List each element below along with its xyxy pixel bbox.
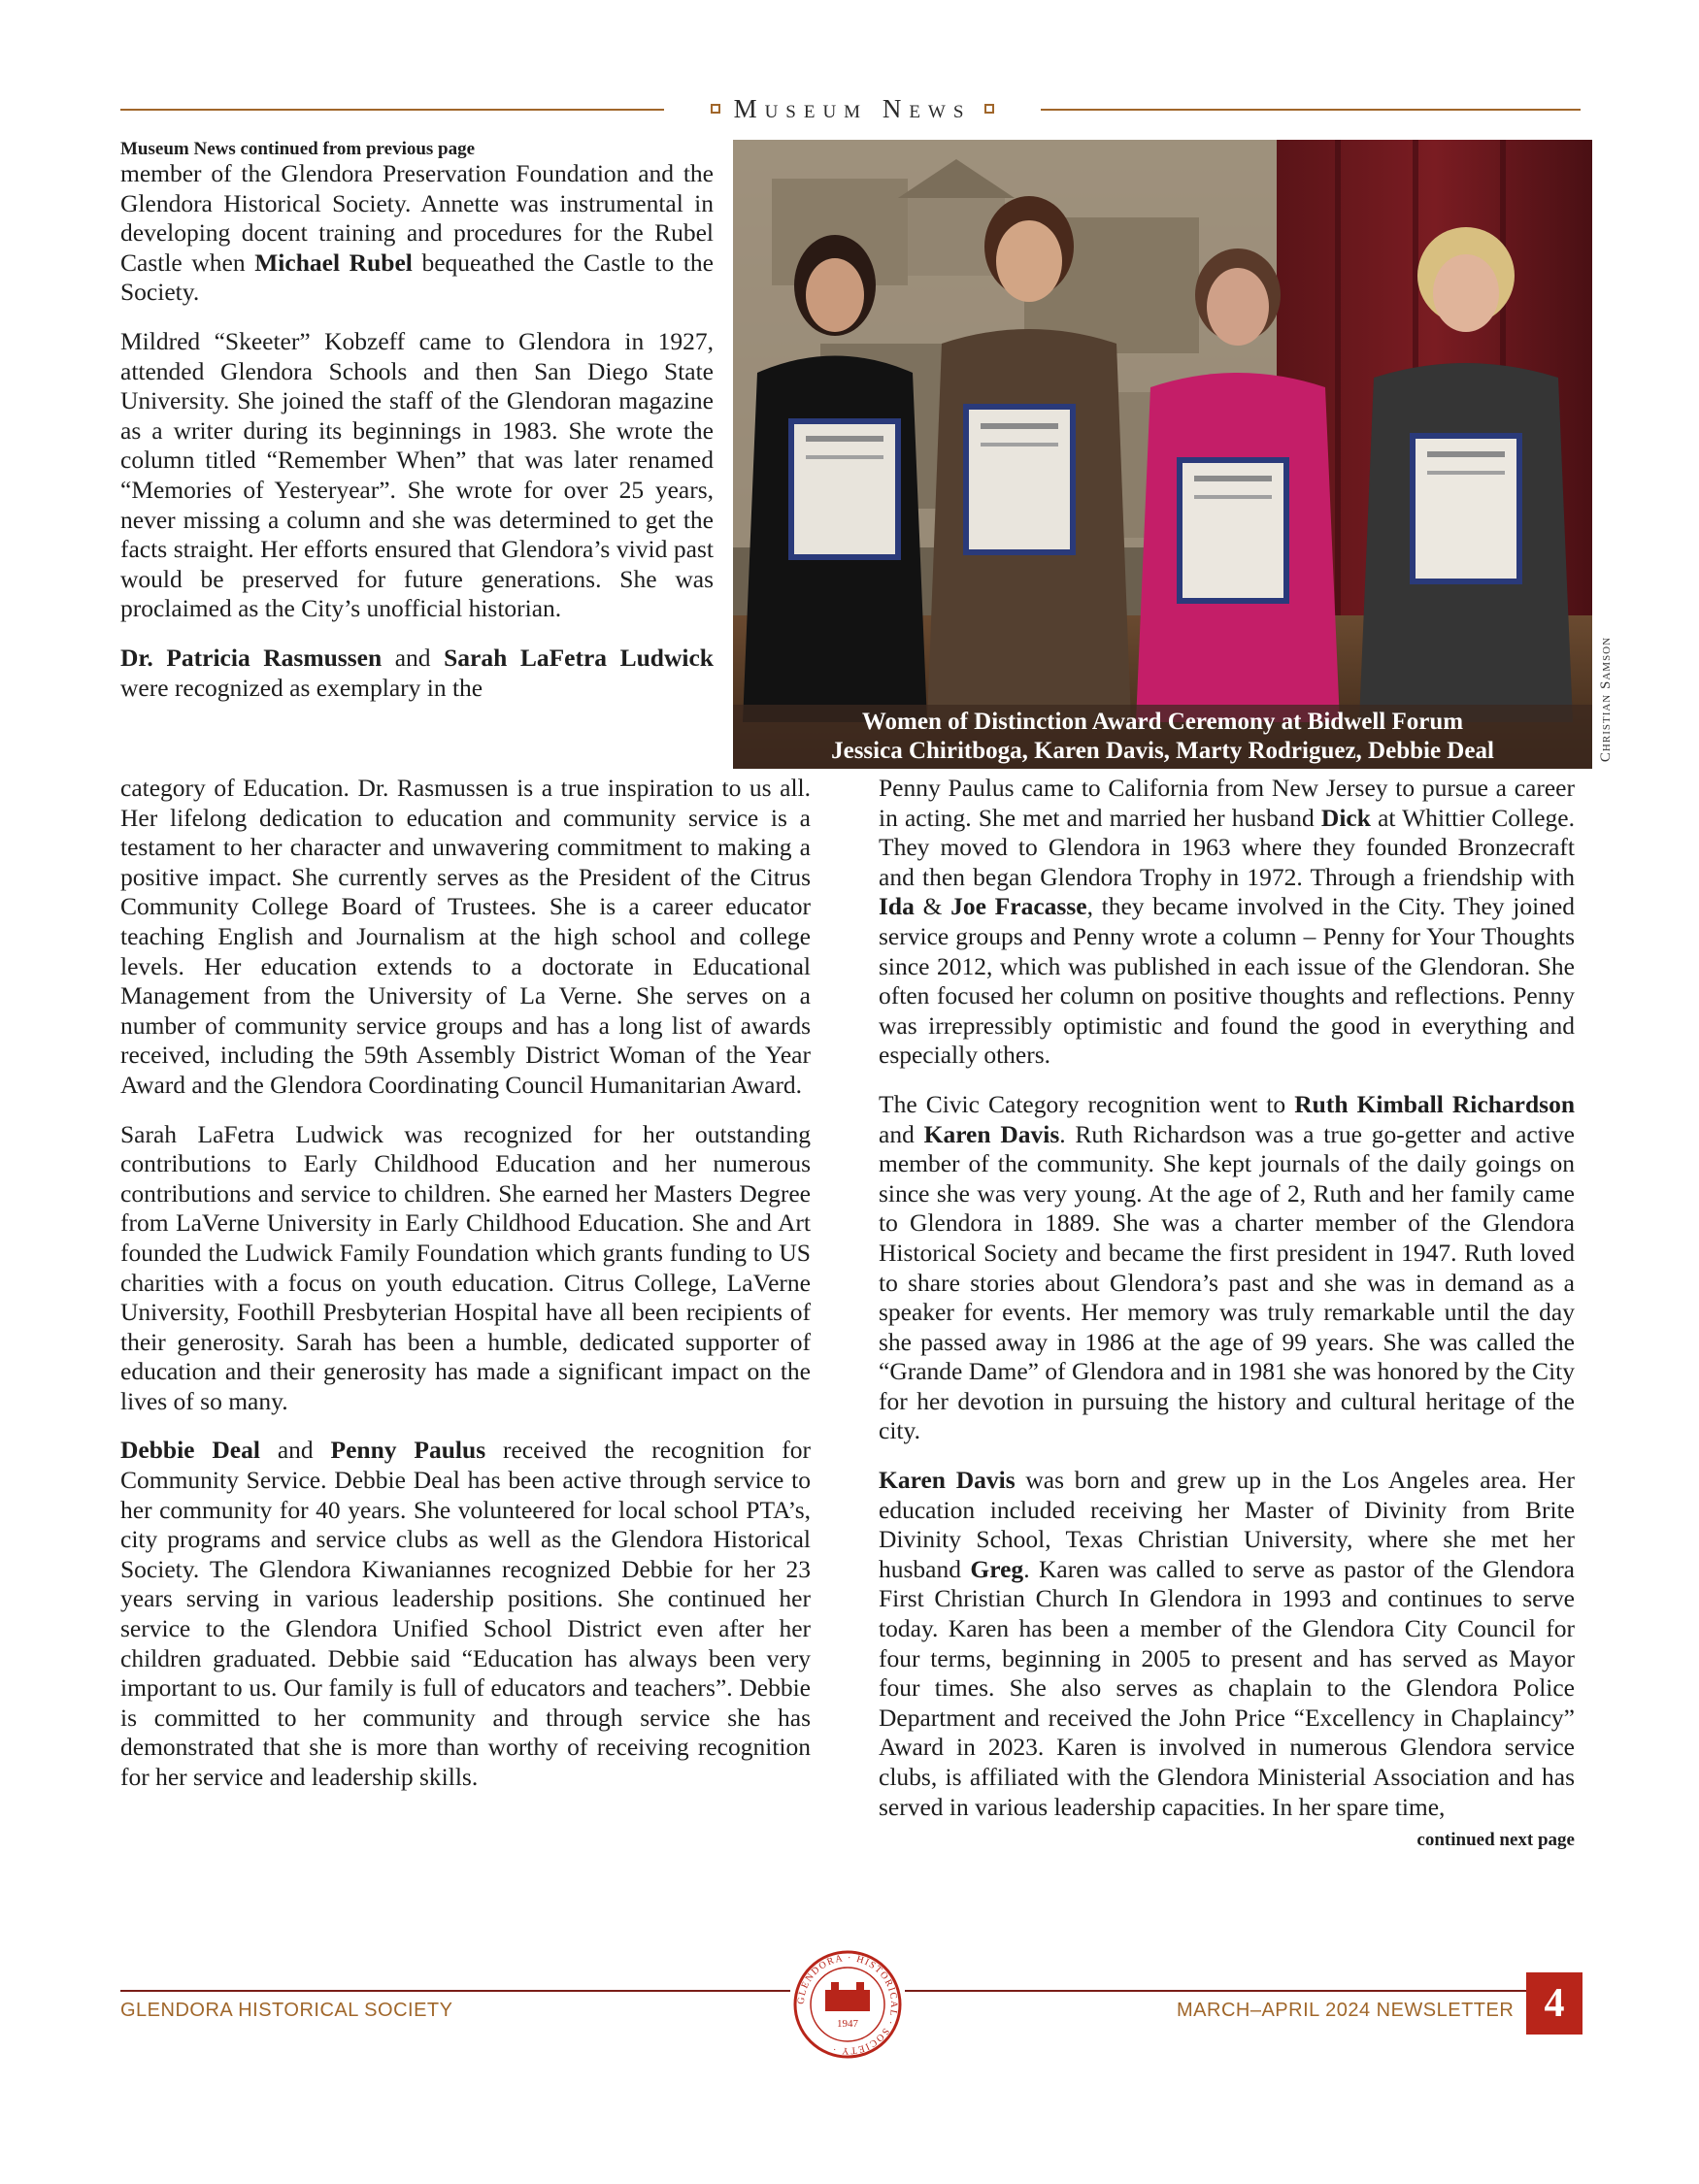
paragraph: Dr. Patricia Rasmussen and Sarah LaFetra Ludwick were recognized as exemplary in the (120, 643, 714, 702)
ornament-square-icon (711, 104, 720, 114)
caption-line-2: Jessica Chiritboga, Karen Davis, Marty Rodriguez, Debbie Deal (831, 738, 1494, 764)
paragraph: Sarah LaFetra Ludwick was recognized for her outstanding contributions to Early Childhood Education and her numerous contributions and service to children. She earned her Masters Degree from LaVerne University in Early Childhood Education. She and Art founded the Ludwick Family Foundation which grants funding to US charities with a focus on youth education. Citrus College, LaVerne University, Foothill Presbyterian Hospital have all been recipients of their generosity. Sarah has been a humble, dedicated supporter of education and their generosity has made a significant impact on the lives of so many. (120, 1119, 811, 1415)
right-column (879, 774, 1575, 1856)
section-title: Museum News (733, 93, 972, 123)
photo-caption (733, 705, 1592, 769)
paragraph: The Civic Category recognition went to Ruth Kimball Richardson and Karen Davis. Ruth Richardson was a true go-getter and active member of the community. She kept journals of the daily goings on since she was very young. At the age of 2, Ruth and her family came to Glendora in 1889. She was a charter member of the Glendora Historical Society and became the first president in 1947. Ruth loved to share stories about Glendora’s past and she was in demand as a speaker for events. Her memory was truly remarkable until the day she passed away in 1986 at the age of 99 years. She was called the “Grande Dame” of Glendora and in 1981 she was honored by the City for her devotion in pursuing the history and cultural heritage of the city. (879, 1089, 1576, 1445)
paragraph: Debbie Deal and Penny Paulus received the recognition for Community Service. Debbie Deal has been active through service to her community for 40 years. She volunteered for local school PTA’s, city programs and service clubs as well as the Glendora Historical Society. The Glendora Kiwaniannes recognized Debbie for her 23 years serving in various leadership positions. She continued her service to the Glendora Unified School District even after her children graduated. Debbie said “Education has always been very important to us. Our family is full of educators and teachers”. Debbie is committed to her community and through service she has demonstrated that she is more than worthy of receiving recognition for her service and leadership skills. (120, 1436, 811, 1791)
person-name: Debbie Deal (120, 1436, 260, 1465)
person-name: Karen Davis (923, 1119, 1060, 1148)
person-name: Ruth Kimball Richardson (1294, 1089, 1576, 1118)
continued-from-label: Museum News continued from previous page (120, 139, 476, 159)
paragraph: category of Education. Dr. Rasmussen is a true inspiration to us all. Her lifelong dedication to education and community service is a testament to her character and unwavering commitment to making a positive impact. She currently serves as the President of the Citrus Community College Board of Trustees. She is a career educator teaching English and Journalism at the high school and college levels. Her education extends to a doctorate in Educational Management from the University of La Verne. She serves on a number of community service groups and has a long list of awards received, including the 59th Assembly District Woman of the Year Award and the Glendora Coordinating Council Humanitarian Award. (120, 774, 811, 1099)
page-number-badge: 4 (1526, 1972, 1582, 2035)
left-column-bottom (120, 774, 811, 1812)
person-name: Dick (1320, 803, 1371, 832)
person-name: Michael Rubel (254, 248, 413, 277)
caption-line-1: Women of Distinction Award Ceremony at Bidwell Forum (861, 709, 1464, 735)
header-rule-right (1041, 109, 1581, 111)
continued-next-label: continued next page (1416, 1830, 1575, 1851)
paragraph: Mildred “Skeeter” Kobzeff came to Glendora in 1927, attended Glendora Schools and then San Diego State University. She joined the staff of the Glendoran magazine as a writer during its beginnings in 1983. She wrote the column titled “Remember When” that was later renamed “Memories of Yesteryear”. She wrote for over 25 years, never missing a column and she was determined to get the facts straight. Her efforts ensured that Glendora’s vivid past would be preserved for future generations. She was proclaimed as the City’s unofficial historian. (120, 326, 714, 623)
historical-society-seal-icon (792, 1949, 903, 2060)
section-header (668, 89, 1037, 128)
footer-org: GLENDORA HISTORICAL SOCIETY (120, 2000, 453, 2021)
footer-rule-right (905, 1990, 1526, 1992)
paragraph: member of the Glendora Preservation Foundation and the Glendora Historical Society. Annette was instrumental in developing docent training and procedures for the Rubel Castle when Michael Rubel bequeathed the Castle to the Society. (120, 159, 714, 307)
ornament-square-icon (984, 104, 994, 114)
person-name: Sarah LaFetra Ludwick (444, 643, 714, 672)
award-ceremony-photo (733, 140, 1592, 769)
person-name: Dr. Patricia Rasmussen (120, 643, 383, 672)
header-rule-left (120, 109, 664, 111)
photo-illustration (733, 140, 1592, 769)
left-column-top (120, 138, 714, 703)
photo-credit: Christian Samson (1598, 636, 1615, 762)
seal-year: 1947 (837, 2018, 858, 2030)
paragraph: Penny Paulus came to California from New Jersey to pursue a career in acting. She met and married her husband Dick at Whittier College. They moved to Glendora in 1963 where they founded Bronzecraft and then began Glendora Trophy in 1972. Through a friendship with Ida & Joe Fracasse, they became involved in the City. They joined service groups and Penny wrote a column – Penny for Your Thoughts since 2012, which was published in each issue of the Glendoran. She often focused her column on positive thoughts and reflections. Penny was irrepressibly optimistic and found the good in everything and especially others. (879, 774, 1575, 1070)
person-name: Penny Paulus (330, 1436, 486, 1465)
person-name: Greg (970, 1554, 1024, 1583)
person-name: Ida (879, 892, 915, 921)
paragraph: Karen Davis was born and grew up in the Los Angeles area. Her education included receiving her Master of Divinity from Brite Divinity School, Texas Christian University, where she met her husband Greg. Karen was called to serve as pastor of the Glendora First Christian Church In Glendora in 1993 and continues to serve today. Karen has been a member of the Glendora City Council for four terms, beginning in 2005 to present and has served as Mayor four times. She also serves as chaplain to the Glendora Police Department and received the John Price “Excellency in Chaplaincy” Award in 2023. Karen is involved in numerous Glendora service clubs, is affiliated with the Glendora Ministerial Association and has served in various leadership capacities. In her spare time, continued next page (879, 1466, 1575, 1822)
person-name: Karen Davis (879, 1466, 1016, 1495)
footer-issue: MARCH–APRIL 2024 NEWSLETTER (1177, 2000, 1515, 2021)
footer-rule-left (120, 1990, 790, 1992)
person-name: Joe Fracasse (950, 892, 1087, 921)
seal-text: GLENDORA · HISTORICAL · SOCIETY · (795, 1952, 900, 2057)
